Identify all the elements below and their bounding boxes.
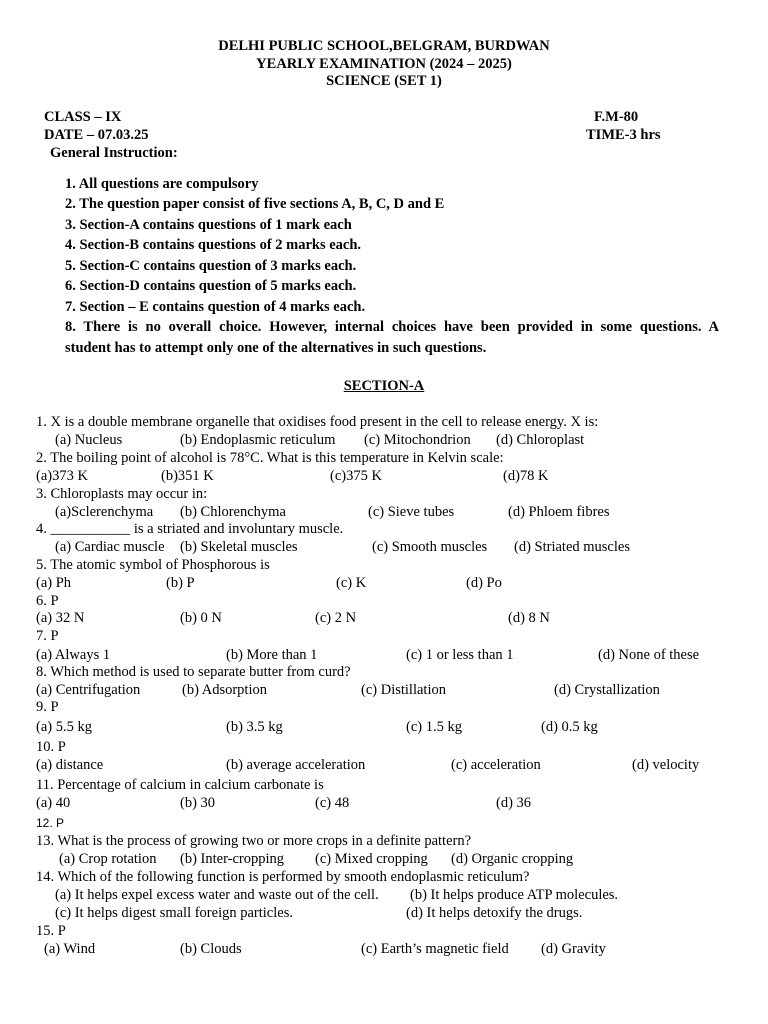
option: (c) K	[336, 575, 367, 591]
option: (c) 2 N	[315, 610, 357, 626]
option: (d) Po	[466, 575, 502, 591]
school-name: DELHI PUBLIC SCHOOL,BELGRAM, BURDWAN	[218, 38, 550, 54]
exam-date: DATE – 07.03.25	[44, 127, 149, 143]
instruction-item: 1. All questions are compulsory	[65, 176, 259, 192]
option: (d) Phloem fibres	[508, 504, 610, 520]
option: (b) Skeletal muscles	[180, 539, 298, 555]
section-title: SECTION-A	[343, 378, 425, 394]
option: (a) 40	[36, 795, 71, 811]
option: (a)Sclerenchyma	[55, 504, 154, 520]
option: (c) Distillation	[361, 682, 446, 698]
option: (c) acceleration	[451, 757, 541, 773]
class-label: CLASS – IX	[44, 109, 122, 125]
subject-title: SCIENCE (SET 1)	[326, 73, 442, 89]
option: (c) Mixed cropping	[315, 851, 428, 867]
question-text: 15. P	[36, 923, 66, 939]
question-text: 5. The atomic symbol of Phosphorous is	[36, 557, 270, 573]
option: (c) 1 or less than 1	[406, 647, 514, 663]
question-text: 3. Chloroplasts may occur in:	[36, 486, 208, 502]
option: (d)78 K	[503, 468, 549, 484]
question-text: 8. Which method is used to separate butter from curd?	[36, 664, 351, 680]
option: (d) 8 N	[508, 610, 550, 626]
option: (b) 3.5 kg	[226, 719, 283, 735]
option: (b) Chlorenchyma	[180, 504, 286, 520]
option: (a) Crop rotation	[59, 851, 157, 867]
option: (d) Crystallization	[554, 682, 660, 698]
instruction-item: 5. Section-C contains question of 3 marks each.	[65, 258, 357, 274]
question-text: 1. X is a double membrane organelle that oxidises food present in the cell to release energy. X is:	[36, 414, 599, 430]
question-text: 11. Percentage of calcium in calcium carbonate is	[36, 777, 324, 793]
option: (a) Ph	[36, 575, 72, 591]
question-text: 2. The boiling point of alcohol is 78°C. What is this temperature in Kelvin scale:	[36, 450, 504, 466]
instruction-item: 2. The question paper consist of five sections A, B, C, D and E	[65, 196, 445, 212]
option: (d) None of these	[598, 647, 700, 663]
question-text: 13. What is the process of growing two or more crops in a definite pattern?	[36, 833, 472, 849]
option: (a) Nucleus	[55, 432, 123, 448]
question-text: 12. P	[36, 816, 65, 830]
option: (d) 0.5 kg	[541, 719, 598, 735]
instruction-item-continued: student has to attempt only one of the alternatives in such questions.	[65, 340, 487, 356]
instructions-heading: General Instruction:	[50, 145, 178, 161]
option: (c) Mitochondrion	[364, 432, 471, 448]
option: (b) P	[166, 575, 195, 591]
question-text: 4. ___________ is a striated and involuntary muscle.	[36, 521, 344, 537]
option: (b) More than 1	[226, 647, 318, 663]
exam-time: TIME-3 hrs	[586, 127, 661, 143]
option: (d) Chloroplast	[496, 432, 585, 448]
option: (c)375 K	[330, 468, 382, 484]
option: (b)351 K	[161, 468, 214, 484]
option: (d) Striated muscles	[514, 539, 630, 555]
question-text: 9. P	[36, 699, 59, 715]
option: (a) 5.5 kg	[36, 719, 92, 735]
option: (a) Always 1	[36, 647, 111, 663]
option: (b) Clouds	[180, 941, 242, 957]
option: (c) Smooth muscles	[372, 539, 488, 555]
option: (b) average acceleration	[226, 757, 366, 773]
option: (b) 30	[180, 795, 216, 811]
option: (c) 48	[315, 795, 350, 811]
option: (d) It helps detoxify the drugs.	[406, 905, 583, 921]
option: (a) Cardiac muscle	[55, 539, 165, 555]
instruction-item: 6. Section-D contains question of 5 marks each.	[65, 278, 357, 294]
option: (a) It helps expel excess water and waste out of the cell.	[55, 887, 379, 903]
option: (c) It helps digest small foreign particles.	[55, 905, 293, 921]
question-text: 10. P	[36, 739, 66, 755]
option: (b) Endoplasmic reticulum	[180, 432, 336, 448]
option: (b) It helps produce ATP molecules.	[410, 887, 619, 903]
instruction-item: 7. Section – E contains question of 4 marks each.	[65, 299, 366, 315]
option: (b) 0 N	[180, 610, 222, 626]
exam-title: YEARLY EXAMINATION (2024 – 2025)	[256, 56, 512, 72]
question-text: 6. P	[36, 593, 59, 609]
question-text: 14. Which of the following function is performed by smooth endoplasmic reticulum?	[36, 869, 530, 885]
instruction-item: 4. Section-B contains questions of 2 marks each.	[65, 237, 362, 253]
option: (d) Gravity	[541, 941, 606, 957]
question-text: 7. P	[36, 628, 59, 644]
option: (a) Centrifugation	[36, 682, 141, 698]
option: (a)373 K	[36, 468, 88, 484]
instruction-item: 3. Section-A contains questions of 1 mark each	[65, 217, 352, 233]
option: (d) velocity	[632, 757, 700, 773]
option: (c) 1.5 kg	[406, 719, 462, 735]
full-marks: F.M-80	[594, 109, 639, 125]
option: (c) Sieve tubes	[368, 504, 455, 520]
option: (b) Inter-cropping	[180, 851, 284, 867]
option: (a) Wind	[44, 941, 96, 957]
option: (a) distance	[36, 757, 104, 773]
option: (c) Earth’s magnetic field	[361, 941, 509, 957]
option: (a) 32 N	[36, 610, 85, 626]
option: (d) 36	[496, 795, 532, 811]
option: (b) Adsorption	[182, 682, 267, 698]
option: (d) Organic cropping	[451, 851, 574, 867]
instruction-item: 8. There is no overall choice. However, internal choices have been provided in some questions. A	[65, 319, 719, 335]
